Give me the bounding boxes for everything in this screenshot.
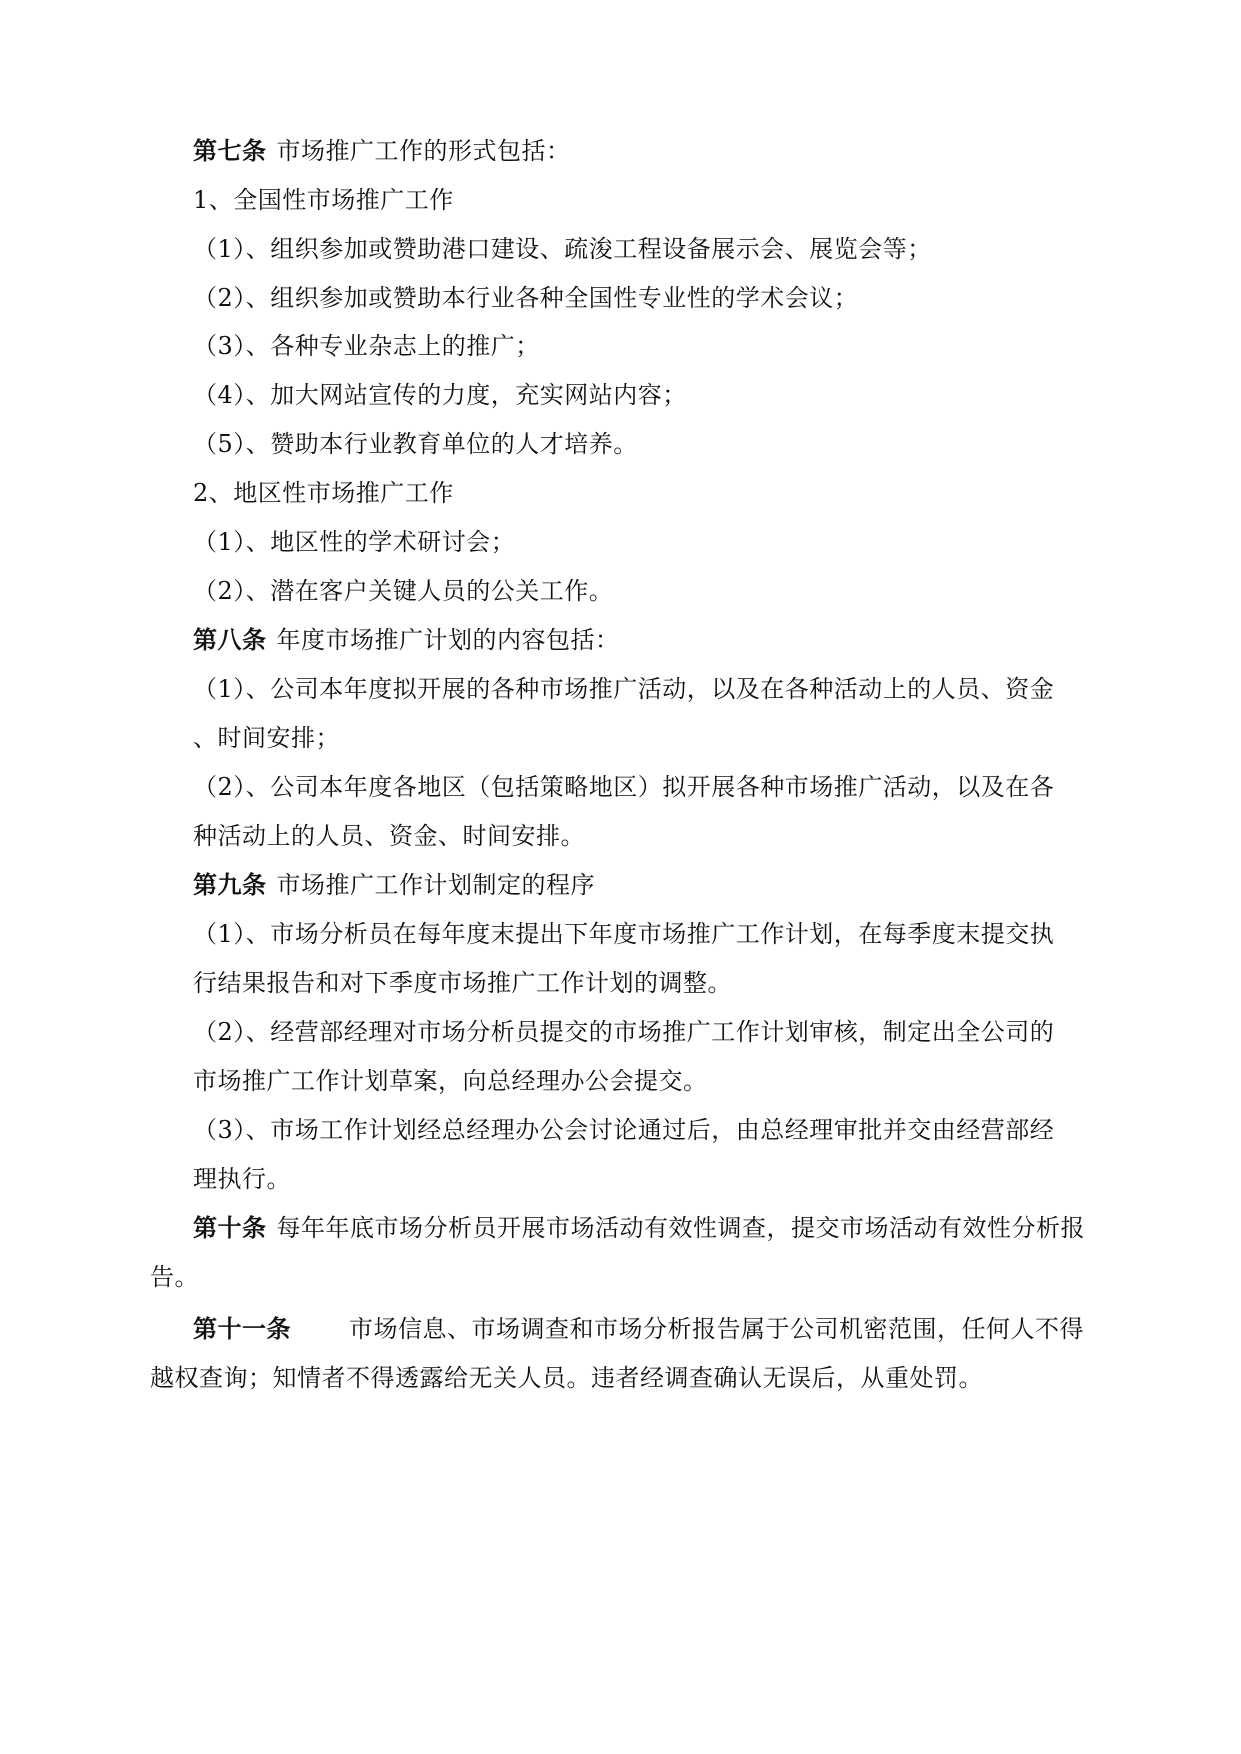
text-line: （2）、公司本年度各地区（包括策略地区）拟开展各种市场推广活动，以及在各 [193, 773, 1055, 801]
article-7-heading: 第七条 市场推广工作的形式包括： [193, 137, 571, 165]
text-line: （2）、组织参加或赞助本行业各种全国性专业性的学术会议； [193, 284, 859, 312]
text-line: （1）、市场分析员在每年度末提出下年度市场推广工作计划，在每季度末提交执 [193, 920, 1055, 948]
text-line: 理执行。 [193, 1165, 291, 1193]
text-line: （3）、市场工作计划经总经理办公会讨论通过后，由总经理审批并交由经营部经 [193, 1116, 1055, 1144]
text-line: 告。 [150, 1263, 199, 1291]
text-line: （4）、加大网站宣传的力度，充实网站内容； [193, 381, 687, 409]
article-9-heading: 第九条 市场推广工作计划制定的程序 [193, 871, 595, 899]
text-line: （1）、组织参加或赞助港口建设、疏浚工程设备展示会、展览会等； [193, 235, 932, 263]
text-line: （3）、各种专业杂志上的推广； [193, 332, 540, 360]
text-line: （1）、地区性的学术研讨会； [193, 528, 516, 556]
text-line: 、时间安排； [193, 724, 340, 752]
article-10-heading: 第十条 每年年底市场分析员开展市场活动有效性调查，提交市场活动有效性分析报 [193, 1214, 1085, 1242]
text-line: 2、地区性市场推广工作 [193, 479, 454, 507]
article-11-heading: 第十一条 市场信息、市场调查和市场分析报告属于公司机密范围，任何人不得 [193, 1315, 1084, 1343]
text-line: 越权查询；知情者不得透露给无关人员。违者经调查确认无误后，从重处罚。 [150, 1364, 983, 1392]
text-line: （2）、潜在客户关键人员的公关工作。 [193, 577, 614, 605]
text-line: 市场推广工作计划草案，向总经理办公会提交。 [193, 1067, 708, 1095]
article-8-heading: 第八条 年度市场推广计划的内容包括： [193, 626, 620, 654]
text-line: 1、全国性市场推广工作 [193, 186, 454, 214]
text-line: （1）、公司本年度拟开展的各种市场推广活动，以及在各种活动上的人员、资金 [193, 675, 1055, 703]
text-line: 行结果报告和对下季度市场推广工作计划的调整。 [193, 969, 732, 997]
text-line: （5）、赞助本行业教育单位的人才培养。 [193, 430, 638, 458]
text-line: （2）、经营部经理对市场分析员提交的市场推广工作计划审核，制定出全公司的 [193, 1018, 1055, 1046]
text-line: 种活动上的人员、资金、时间安排。 [193, 822, 585, 850]
